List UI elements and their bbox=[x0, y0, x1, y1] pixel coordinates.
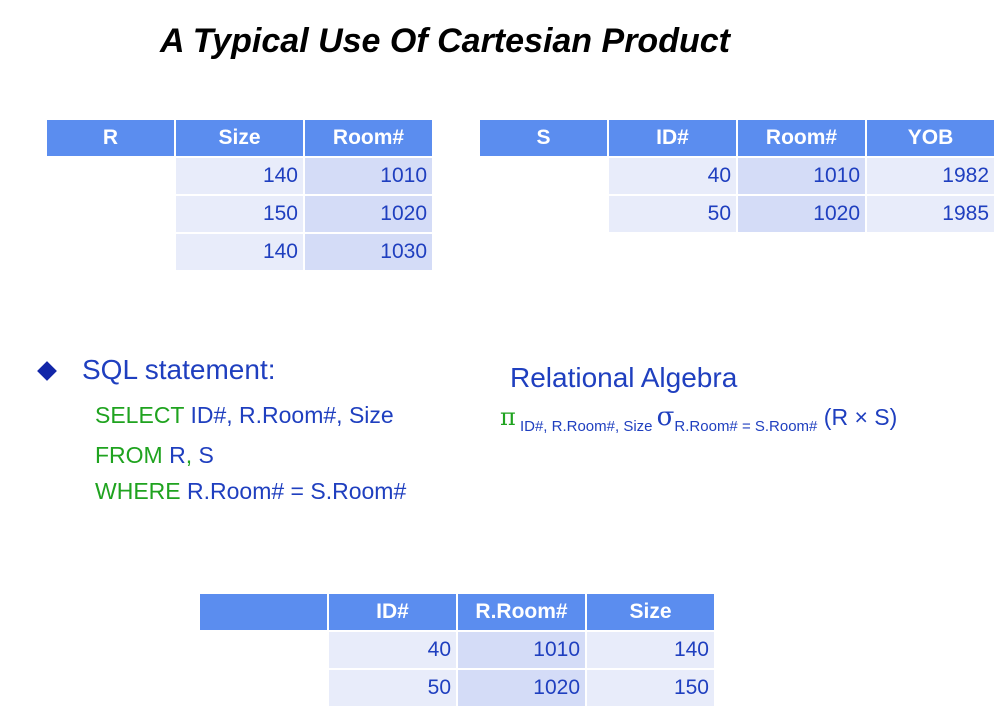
sql-from-line bbox=[95, 442, 214, 469]
table-row bbox=[200, 670, 714, 706]
sql-heading: SQL statement: bbox=[82, 354, 276, 385]
sql-from-r: R bbox=[162, 442, 186, 468]
diamond-bullet-icon bbox=[37, 361, 57, 381]
table-row bbox=[480, 158, 994, 194]
table-r-header-name: R bbox=[47, 120, 174, 156]
table-cell: 50 bbox=[609, 196, 736, 232]
table-cell: 1010 bbox=[738, 158, 865, 194]
table-cell: 40 bbox=[609, 158, 736, 194]
table-cell: 140 bbox=[176, 234, 303, 270]
sql-select-line bbox=[95, 402, 394, 429]
sql-from-comma: , bbox=[185, 442, 193, 468]
table-cell-blank bbox=[200, 632, 327, 668]
table-cell: 150 bbox=[176, 196, 303, 232]
result-header-size: Size bbox=[587, 594, 714, 630]
pi-symbol: π bbox=[500, 403, 516, 431]
table-cell-blank bbox=[47, 158, 174, 194]
table-cell: 1010 bbox=[305, 158, 432, 194]
table-r-header-size: Size bbox=[176, 120, 303, 156]
sigma-subscript: R.Room# = S.Room# bbox=[674, 418, 818, 435]
table-cell: 50 bbox=[329, 670, 456, 706]
table-row bbox=[200, 632, 714, 668]
table-s-header-yob: YOB bbox=[867, 120, 994, 156]
table-cell-blank bbox=[47, 234, 174, 270]
slide-title: A Typical Use Of Cartesian Product bbox=[160, 22, 730, 60]
table-row bbox=[47, 158, 432, 194]
table-cell: 40 bbox=[329, 632, 456, 668]
table-row bbox=[47, 234, 432, 270]
table-row bbox=[47, 196, 432, 232]
result-table bbox=[198, 592, 716, 708]
table-cell: 140 bbox=[176, 158, 303, 194]
sql-where-line bbox=[95, 478, 406, 505]
table-cell: 1020 bbox=[738, 196, 865, 232]
sql-where-condition: R.Room# = S.Room# bbox=[180, 478, 407, 504]
result-header-room: R.Room# bbox=[458, 594, 585, 630]
table-cell-blank bbox=[480, 158, 607, 194]
table-cell: 140 bbox=[587, 632, 714, 668]
table-s bbox=[478, 118, 996, 234]
table-cell-blank bbox=[47, 196, 174, 232]
table-cell: 1020 bbox=[305, 196, 432, 232]
table-r-header-room: Room# bbox=[305, 120, 432, 156]
sigma-symbol: σ bbox=[656, 402, 675, 432]
table-cell-blank bbox=[200, 670, 327, 706]
table-cell: 1020 bbox=[458, 670, 585, 706]
result-header-blank bbox=[200, 594, 327, 630]
sql-select-columns: ID#, R.Room#, Size bbox=[184, 402, 394, 428]
table-cell: 1982 bbox=[867, 158, 994, 194]
table-s-header-id: ID# bbox=[609, 120, 736, 156]
table-s-header bbox=[480, 120, 994, 156]
sql-from-s: S bbox=[192, 442, 214, 468]
table-cell-blank bbox=[480, 196, 607, 232]
table-s-header-name: S bbox=[480, 120, 607, 156]
sql-select-keyword: SELECT bbox=[95, 402, 185, 428]
relational-algebra-heading: Relational Algebra bbox=[510, 362, 738, 393]
table-cell: 1030 bbox=[305, 234, 432, 270]
table-cell: 1010 bbox=[458, 632, 585, 668]
table-r-header bbox=[47, 120, 432, 156]
sql-where-keyword: WHERE bbox=[95, 478, 181, 504]
result-header-id: ID# bbox=[329, 594, 456, 630]
algebra-operand: (R × S) bbox=[817, 404, 898, 430]
table-s-header-room: Room# bbox=[738, 120, 865, 156]
table-r bbox=[45, 118, 434, 272]
table-cell: 150 bbox=[587, 670, 714, 706]
result-table-header bbox=[200, 594, 714, 630]
relational-algebra-expression bbox=[500, 402, 897, 435]
table-row bbox=[480, 196, 994, 232]
table-cell: 1985 bbox=[867, 196, 994, 232]
sql-from-keyword: FROM bbox=[95, 442, 163, 468]
pi-subscript: ID#, R.Room#, Size bbox=[515, 418, 657, 435]
